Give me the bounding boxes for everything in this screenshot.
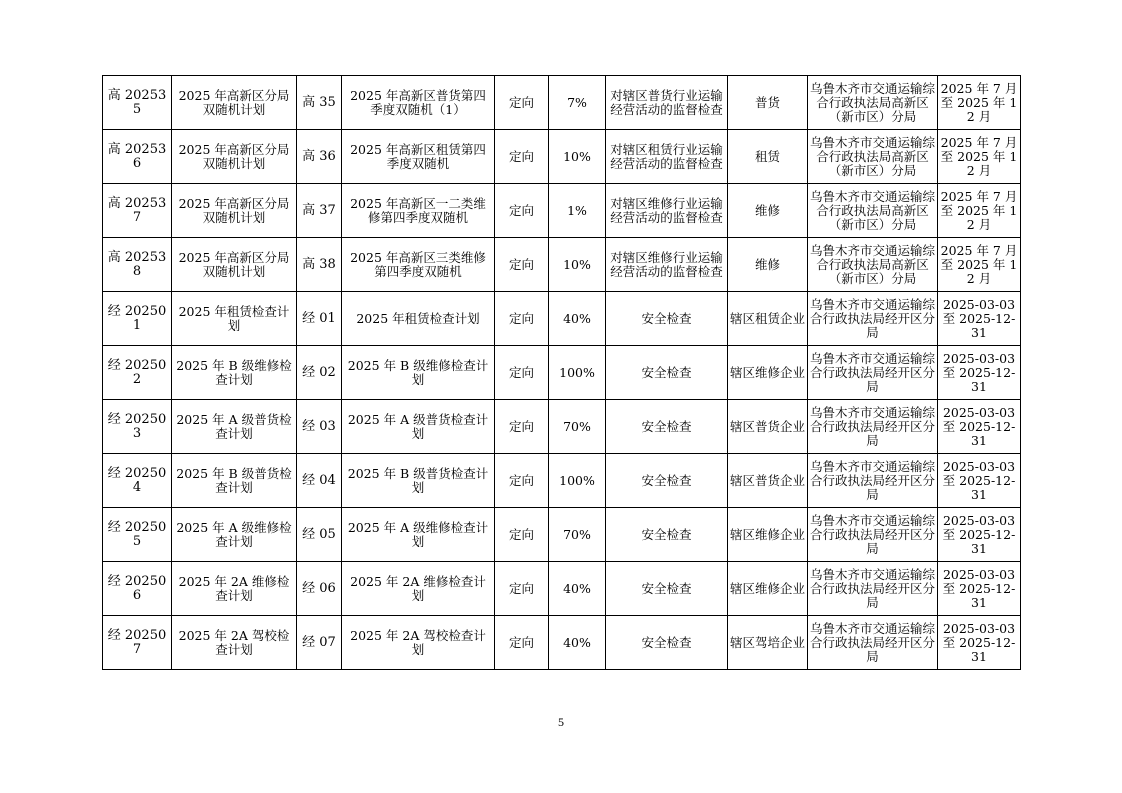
- task-code-cell: 经 06: [297, 562, 342, 616]
- ratio-cell: 40%: [549, 616, 606, 670]
- content-cell: 对辖区租赁行业运输经营活动的监督检查: [606, 130, 728, 184]
- task-name-cell: 2025 年高新区三类维修第四季度双随机: [342, 238, 495, 292]
- plan-name-cell: 2025 年 B 级普货检查计划: [172, 454, 297, 508]
- table-row: [103, 346, 1021, 400]
- agency-cell: 乌鲁木齐市交通运输综合行政执法局高新区（新市区）分局: [808, 76, 938, 130]
- task-name-cell: 2025 年租赁检查计划: [342, 292, 495, 346]
- object-cell: 辖区普货企业: [728, 400, 808, 454]
- agency-cell: 乌鲁木齐市交通运输综合行政执法局经开区分局: [808, 346, 938, 400]
- plan-name-cell: 2025 年 B 级维修检查计划: [172, 346, 297, 400]
- task-name-cell: 2025 年 2A 驾校检查计划: [342, 616, 495, 670]
- method-cell: 定向: [495, 292, 549, 346]
- task-code-cell: 高 38: [297, 238, 342, 292]
- agency-cell: 乌鲁木齐市交通运输综合行政执法局高新区（新市区）分局: [808, 130, 938, 184]
- plan-name-cell: 2025 年 A 级维修检查计划: [172, 508, 297, 562]
- task-name-cell: 2025 年 2A 维修检查计划: [342, 562, 495, 616]
- agency-cell: 乌鲁木齐市交通运输综合行政执法局经开区分局: [808, 562, 938, 616]
- task-id-cell: 经 202503: [103, 400, 172, 454]
- period-cell: 2025 年 7 月至 2025 年 12 月: [938, 184, 1021, 238]
- method-cell: 定向: [495, 238, 549, 292]
- task-id-cell: 经 202507: [103, 616, 172, 670]
- ratio-cell: 10%: [549, 130, 606, 184]
- table-body: [103, 76, 1021, 670]
- task-code-cell: 经 02: [297, 346, 342, 400]
- content-cell: 安全检查: [606, 454, 728, 508]
- method-cell: 定向: [495, 616, 549, 670]
- agency-cell: 乌鲁木齐市交通运输综合行政执法局高新区（新市区）分局: [808, 184, 938, 238]
- content-cell: 对辖区维修行业运输经营活动的监督检查: [606, 238, 728, 292]
- task-name-cell: 2025 年 A 级维修检查计划: [342, 508, 495, 562]
- task-name-cell: 2025 年 B 级普货检查计划: [342, 454, 495, 508]
- content-cell: 对辖区普货行业运输经营活动的监督检查: [606, 76, 728, 130]
- task-id-cell: 高 202537: [103, 184, 172, 238]
- table-row: [103, 292, 1021, 346]
- task-id-cell: 高 202535: [103, 76, 172, 130]
- task-id-cell: 经 202505: [103, 508, 172, 562]
- task-id-cell: 经 202504: [103, 454, 172, 508]
- ratio-cell: 70%: [549, 508, 606, 562]
- task-code-cell: 经 01: [297, 292, 342, 346]
- object-cell: 辖区租赁企业: [728, 292, 808, 346]
- task-id-cell: 经 202502: [103, 346, 172, 400]
- period-cell: 2025-03-03 至 2025-12-31: [938, 562, 1021, 616]
- plan-name-cell: 2025 年租赁检查计划: [172, 292, 297, 346]
- task-name-cell: 2025 年 A 级普货检查计划: [342, 400, 495, 454]
- task-id-cell: 经 202506: [103, 562, 172, 616]
- task-id-cell: 经 202501: [103, 292, 172, 346]
- method-cell: 定向: [495, 76, 549, 130]
- object-cell: 维修: [728, 238, 808, 292]
- table-row: [103, 184, 1021, 238]
- plan-name-cell: 2025 年高新区分局双随机计划: [172, 184, 297, 238]
- agency-cell: 乌鲁木齐市交通运输综合行政执法局经开区分局: [808, 292, 938, 346]
- content-cell: 安全检查: [606, 616, 728, 670]
- content-cell: 安全检查: [606, 508, 728, 562]
- ratio-cell: 1%: [549, 184, 606, 238]
- table-row: [103, 238, 1021, 292]
- page-number: 5: [558, 715, 564, 729]
- plan-name-cell: 2025 年高新区分局双随机计划: [172, 130, 297, 184]
- task-name-cell: 2025 年高新区租赁第四季度双随机: [342, 130, 495, 184]
- ratio-cell: 100%: [549, 454, 606, 508]
- task-name-cell: 2025 年高新区普货第四季度双随机（1）: [342, 76, 495, 130]
- task-id-cell: 高 202536: [103, 130, 172, 184]
- method-cell: 定向: [495, 184, 549, 238]
- period-cell: 2025-03-03 至 2025-12-31: [938, 454, 1021, 508]
- object-cell: 辖区维修企业: [728, 346, 808, 400]
- table-row: [103, 76, 1021, 130]
- content-cell: 安全检查: [606, 346, 728, 400]
- task-name-cell: 2025 年高新区一二类维修第四季度双随机: [342, 184, 495, 238]
- period-cell: 2025 年 7 月至 2025 年 12 月: [938, 238, 1021, 292]
- ratio-cell: 7%: [549, 76, 606, 130]
- object-cell: 辖区普货企业: [728, 454, 808, 508]
- ratio-cell: 40%: [549, 562, 606, 616]
- period-cell: 2025-03-03 至 2025-12-31: [938, 292, 1021, 346]
- task-code-cell: 高 35: [297, 76, 342, 130]
- task-code-cell: 高 36: [297, 130, 342, 184]
- table-row: [103, 454, 1021, 508]
- content-cell: 安全检查: [606, 400, 728, 454]
- ratio-cell: 100%: [549, 346, 606, 400]
- period-cell: 2025-03-03 至 2025-12-31: [938, 508, 1021, 562]
- agency-cell: 乌鲁木齐市交通运输综合行政执法局经开区分局: [808, 508, 938, 562]
- object-cell: 辖区驾培企业: [728, 616, 808, 670]
- method-cell: 定向: [495, 562, 549, 616]
- plan-name-cell: 2025 年 A 级普货检查计划: [172, 400, 297, 454]
- table-row: [103, 130, 1021, 184]
- task-code-cell: 经 04: [297, 454, 342, 508]
- agency-cell: 乌鲁木齐市交通运输综合行政执法局经开区分局: [808, 454, 938, 508]
- period-cell: 2025-03-03 至 2025-12-31: [938, 346, 1021, 400]
- content-cell: 对辖区维修行业运输经营活动的监督检查: [606, 184, 728, 238]
- task-code-cell: 高 37: [297, 184, 342, 238]
- task-code-cell: 经 03: [297, 400, 342, 454]
- content-cell: 安全检查: [606, 292, 728, 346]
- ratio-cell: 10%: [549, 238, 606, 292]
- plan-name-cell: 2025 年 2A 维修检查计划: [172, 562, 297, 616]
- task-code-cell: 经 05: [297, 508, 342, 562]
- method-cell: 定向: [495, 508, 549, 562]
- task-name-cell: 2025 年 B 级维修检查计划: [342, 346, 495, 400]
- table-row: [103, 562, 1021, 616]
- table-row: [103, 508, 1021, 562]
- object-cell: 租赁: [728, 130, 808, 184]
- object-cell: 普货: [728, 76, 808, 130]
- period-cell: 2025 年 7 月至 2025 年 12 月: [938, 76, 1021, 130]
- object-cell: 辖区维修企业: [728, 562, 808, 616]
- method-cell: 定向: [495, 400, 549, 454]
- method-cell: 定向: [495, 346, 549, 400]
- inspection-plan-table: [102, 75, 1021, 670]
- agency-cell: 乌鲁木齐市交通运输综合行政执法局经开区分局: [808, 400, 938, 454]
- object-cell: 辖区维修企业: [728, 508, 808, 562]
- table-row: [103, 400, 1021, 454]
- period-cell: 2025 年 7 月至 2025 年 12 月: [938, 130, 1021, 184]
- task-id-cell: 高 202538: [103, 238, 172, 292]
- agency-cell: 乌鲁木齐市交通运输综合行政执法局经开区分局: [808, 616, 938, 670]
- period-cell: 2025-03-03 至 2025-12-31: [938, 616, 1021, 670]
- period-cell: 2025-03-03 至 2025-12-31: [938, 400, 1021, 454]
- task-code-cell: 经 07: [297, 616, 342, 670]
- plan-name-cell: 2025 年高新区分局双随机计划: [172, 238, 297, 292]
- method-cell: 定向: [495, 454, 549, 508]
- ratio-cell: 40%: [549, 292, 606, 346]
- content-cell: 安全检查: [606, 562, 728, 616]
- object-cell: 维修: [728, 184, 808, 238]
- method-cell: 定向: [495, 130, 549, 184]
- plan-name-cell: 2025 年 2A 驾校检查计划: [172, 616, 297, 670]
- agency-cell: 乌鲁木齐市交通运输综合行政执法局高新区（新市区）分局: [808, 238, 938, 292]
- ratio-cell: 70%: [549, 400, 606, 454]
- table-row: [103, 616, 1021, 670]
- plan-name-cell: 2025 年高新区分局双随机计划: [172, 76, 297, 130]
